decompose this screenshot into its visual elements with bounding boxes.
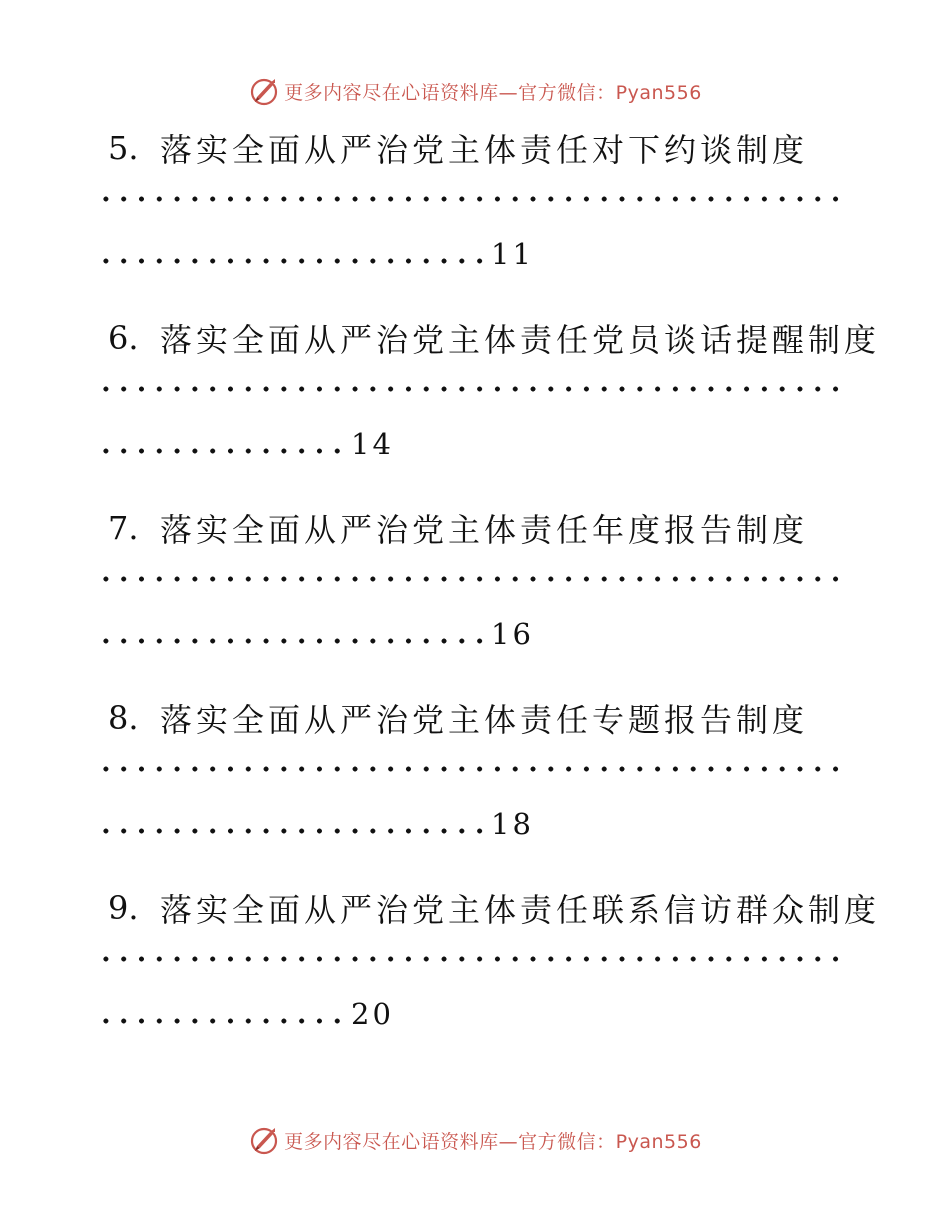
toc-entry-title: [108, 504, 808, 552]
watermark-text: 更多内容尽在心语资料库—官方微信：Pyan556: [284, 81, 702, 104]
dot-leader-continued: [97, 614, 845, 654]
toc-entry-text: 落实全面从严治党主体责任对下约谈制度: [160, 131, 809, 169]
toc-page-number: 16: [491, 617, 534, 651]
toc-entry-number: 5.: [108, 129, 139, 167]
toc-entry-title: [108, 314, 880, 362]
toc-entry-title: [108, 884, 880, 932]
dot-leader: [97, 932, 845, 972]
toc-page-number: 18: [491, 807, 534, 841]
dot-leader-continued: [97, 234, 845, 274]
quill-pen-seal-icon: [248, 1124, 280, 1156]
dot-leader: [97, 552, 845, 592]
toc-entry[interactable]: [0, 124, 950, 314]
toc-entry-number: 8.: [108, 699, 139, 737]
toc-entry[interactable]: [0, 694, 950, 884]
dot-leader-continued: [97, 804, 845, 844]
toc-entry-text: 落实全面从严治党主体责任联系信访群众制度: [160, 891, 881, 929]
dot-leader-continued: [97, 424, 845, 464]
toc-entry[interactable]: [0, 884, 950, 1074]
watermark-text: 更多内容尽在心语资料库—官方微信：Pyan556: [284, 1130, 702, 1153]
toc-entry-text: 落实全面从严治党主体责任年度报告制度: [160, 511, 809, 549]
toc-entry-number: 9.: [108, 889, 139, 927]
toc-page-number: 14: [351, 427, 394, 461]
dot-leader: [97, 362, 845, 402]
toc-entry[interactable]: [0, 314, 950, 504]
toc-entry-text: 落实全面从严治党主体责任专题报告制度: [160, 701, 809, 739]
toc-entry-number: 6.: [108, 319, 139, 357]
dot-leader-continued: [97, 994, 845, 1034]
toc-entry-title: [108, 694, 808, 742]
dot-leader: [97, 742, 845, 782]
toc-page-number: 20: [351, 997, 394, 1031]
toc-entry-number: 7.: [108, 509, 139, 547]
toc-entry-title: [108, 124, 808, 172]
toc-entry-text: 落实全面从严治党主体责任党员谈话提醒制度: [160, 321, 881, 359]
footer-watermark: [0, 1120, 950, 1160]
dot-leader: [97, 172, 845, 212]
toc-entry[interactable]: [0, 504, 950, 694]
toc-page-number: 11: [491, 237, 534, 271]
